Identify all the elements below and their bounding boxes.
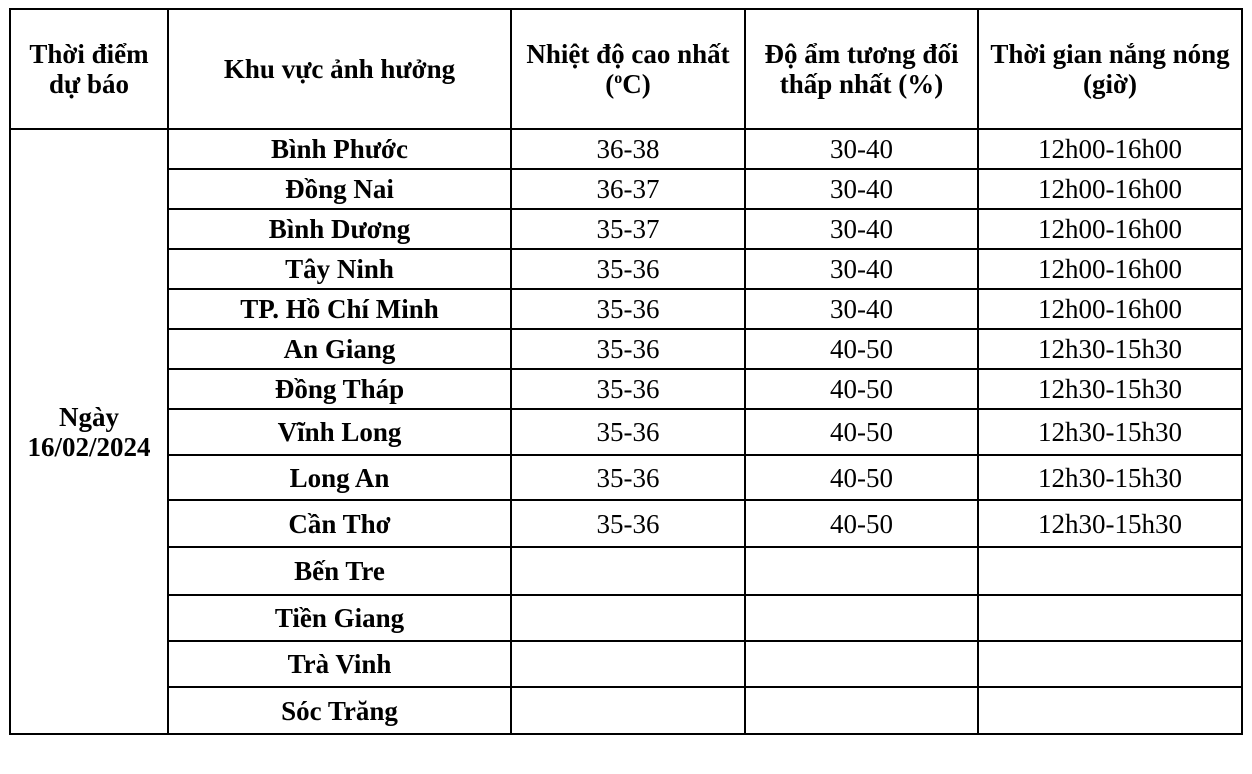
heat-duration-cell: 12h00-16h00 (978, 249, 1242, 289)
header-temp-unit: C) (622, 69, 651, 99)
humidity-cell (745, 687, 978, 734)
header-temp-text: Nhiệt độ cao nhất ( (526, 39, 730, 99)
humidity-cell (745, 595, 978, 641)
header-row (10, 9, 1242, 129)
heat-duration-cell: 12h30-15h30 (978, 455, 1242, 500)
table-row (10, 409, 1242, 455)
table-row (10, 641, 1242, 687)
temperature-cell: 35-37 (511, 209, 745, 249)
area-cell: TP. Hồ Chí Minh (168, 289, 511, 329)
humidity-cell: 30-40 (745, 249, 978, 289)
temperature-cell: 35-36 (511, 409, 745, 455)
header-forecast-time: Thời điểm dự báo (10, 9, 168, 129)
table-row (10, 169, 1242, 209)
area-cell: Bình Dương (168, 209, 511, 249)
temperature-cell: 36-38 (511, 129, 745, 169)
header-min-humidity: Độ ẩm tương đối thấp nhất (%) (745, 9, 978, 129)
table-row (10, 249, 1242, 289)
heat-duration-cell: 12h00-16h00 (978, 289, 1242, 329)
temperature-cell: 35-36 (511, 369, 745, 409)
table-row (10, 129, 1242, 169)
heat-duration-cell (978, 595, 1242, 641)
humidity-cell: 40-50 (745, 369, 978, 409)
table-row (10, 209, 1242, 249)
table-row (10, 329, 1242, 369)
area-cell: Bến Tre (168, 547, 511, 595)
humidity-cell: 30-40 (745, 209, 978, 249)
area-cell: Đồng Nai (168, 169, 511, 209)
table-row (10, 595, 1242, 641)
temperature-cell: 36-37 (511, 169, 745, 209)
area-cell: Trà Vinh (168, 641, 511, 687)
temperature-cell: 35-36 (511, 329, 745, 369)
area-cell: Tây Ninh (168, 249, 511, 289)
heat-duration-cell (978, 687, 1242, 734)
table-row (10, 500, 1242, 547)
area-cell: An Giang (168, 329, 511, 369)
heat-duration-cell: 12h00-16h00 (978, 169, 1242, 209)
heat-duration-cell: 12h30-15h30 (978, 409, 1242, 455)
area-cell: Bình Phước (168, 129, 511, 169)
area-cell: Long An (168, 455, 511, 500)
humidity-cell: 30-40 (745, 289, 978, 329)
temperature-cell (511, 687, 745, 734)
heat-duration-cell: 12h30-15h30 (978, 329, 1242, 369)
area-cell: Sóc Trăng (168, 687, 511, 734)
table-row (10, 687, 1242, 734)
humidity-cell: 30-40 (745, 169, 978, 209)
heat-forecast-table (9, 8, 1243, 735)
heat-duration-cell: 12h00-16h00 (978, 129, 1242, 169)
area-cell: Cần Thơ (168, 500, 511, 547)
heat-duration-cell: 12h30-15h30 (978, 500, 1242, 547)
humidity-cell: 40-50 (745, 500, 978, 547)
table-row (10, 455, 1242, 500)
humidity-cell: 40-50 (745, 329, 978, 369)
temperature-cell (511, 641, 745, 687)
humidity-cell (745, 547, 978, 595)
table-row (10, 547, 1242, 595)
header-max-temperature (511, 9, 745, 129)
area-cell: Đồng Tháp (168, 369, 511, 409)
area-cell: Vĩnh Long (168, 409, 511, 455)
header-affected-area: Khu vực ảnh hưởng (168, 9, 511, 129)
degree-sup: o (614, 70, 623, 87)
humidity-cell: 40-50 (745, 409, 978, 455)
heat-duration-cell (978, 547, 1242, 595)
table-row (10, 369, 1242, 409)
area-cell: Tiền Giang (168, 595, 511, 641)
temperature-cell: 35-36 (511, 289, 745, 329)
table-row (10, 289, 1242, 329)
heat-duration-cell (978, 641, 1242, 687)
humidity-cell: 40-50 (745, 455, 978, 500)
temperature-cell: 35-36 (511, 500, 745, 547)
header-heat-duration: Thời gian nắng nóng (giờ) (978, 9, 1242, 129)
temperature-cell (511, 547, 745, 595)
temperature-cell (511, 595, 745, 641)
temperature-cell: 35-36 (511, 455, 745, 500)
temperature-cell: 35-36 (511, 249, 745, 289)
heat-duration-cell: 12h00-16h00 (978, 209, 1242, 249)
heat-duration-cell: 12h30-15h30 (978, 369, 1242, 409)
humidity-cell (745, 641, 978, 687)
forecast-date: Ngày 16/02/2024 (10, 129, 168, 734)
humidity-cell: 30-40 (745, 129, 978, 169)
